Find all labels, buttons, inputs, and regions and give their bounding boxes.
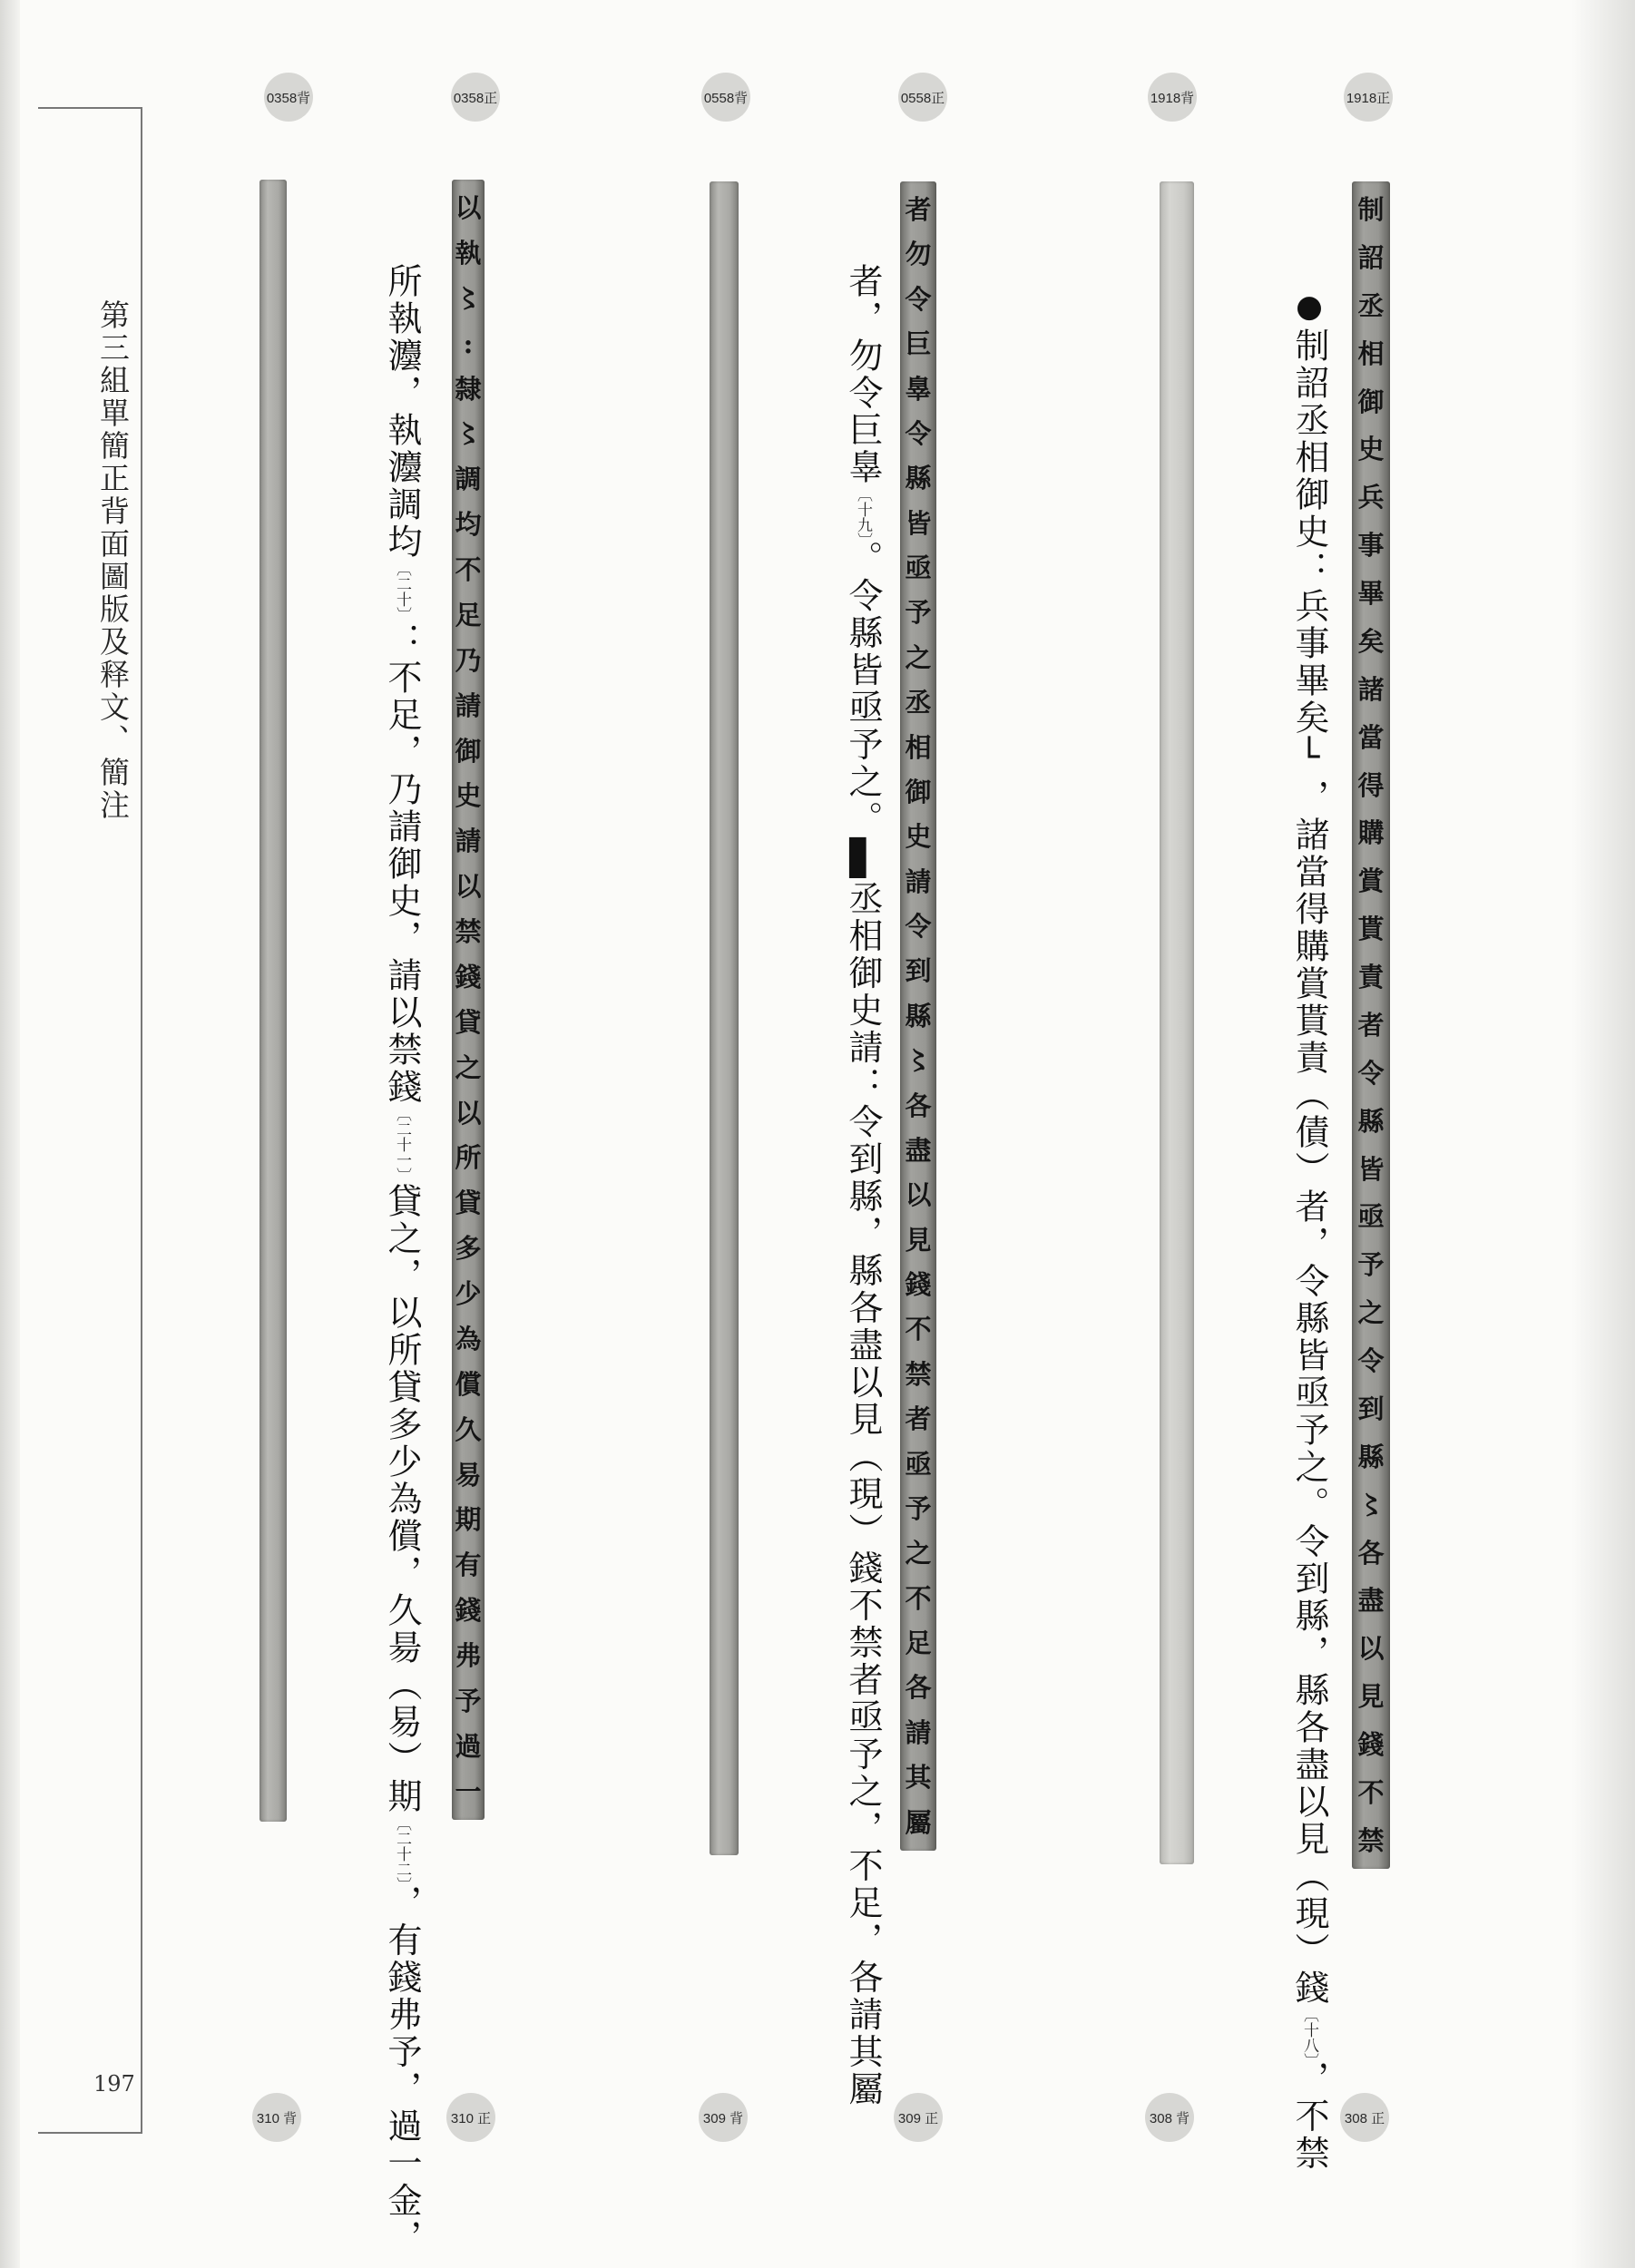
slip-glyph: 詔 (1357, 241, 1385, 273)
slip-glyph: 御 (455, 735, 482, 767)
slip-glyph: 之 (905, 1538, 932, 1569)
slip-glyph: 錢 (905, 1269, 932, 1300)
slip-glyph: 賞 (1357, 865, 1385, 897)
slip-glyph: 得 (1357, 769, 1385, 801)
slip-glyph: 縣 (905, 1000, 932, 1031)
slip-glyph: 請 (905, 1716, 932, 1748)
transcription-309-note-19: 〔十九〕 (854, 486, 872, 541)
slip-glyph: 各 (1357, 1537, 1385, 1569)
slip-glyph: 責 (1357, 962, 1385, 992)
slip-glyph: 御 (1357, 386, 1385, 417)
slip-label-308-front: 308 正 (1340, 2093, 1389, 2142)
slip-309-back-image (710, 181, 739, 1855)
slip-glyph: 者 (905, 196, 932, 225)
slip-glyph: 足 (905, 1628, 932, 1658)
section-bullet-icon: ● (1291, 288, 1327, 327)
slip-glyph: 不 (455, 554, 482, 585)
slip-310-back-image (259, 180, 287, 1822)
transcription-310-text-c: 貸之，以所貸多少為償，久昜（易）期 (382, 1183, 422, 1815)
slip-glyph: 多 (455, 1233, 482, 1265)
slip-glyph: 以 (1357, 1633, 1385, 1665)
page-number: 197 (93, 2071, 135, 2097)
slip-glyph: 縣 (905, 463, 932, 494)
slip-label-0558-back: 0558背 (701, 73, 750, 122)
slip-309-front-glyphs (900, 196, 936, 1836)
transcription-310-note-22: 〔二十二〕 (393, 1815, 411, 1885)
slip-label-309-back: 309 背 (699, 2093, 748, 2142)
slip-glyph: 請 (905, 865, 932, 897)
transcription-310-note-20: 〔二十〕 (393, 561, 411, 622)
slip-glyph: 丞 (1357, 289, 1385, 321)
slip-glyph: 貸 (455, 1006, 482, 1038)
transcription-308-text-b: ，不禁 (1289, 2060, 1329, 2173)
transcription-310-text-a: 所執灋，執灋調均 (382, 263, 422, 561)
slip-glyph: 一 (455, 1775, 482, 1805)
slip-glyph: 丞 (905, 687, 932, 719)
section-title: 第三組單簡正背面圖版及释文、簡注 (95, 299, 131, 822)
slip-glyph: 予 (905, 1492, 932, 1524)
slip-glyph: 錢 (1357, 1729, 1385, 1760)
slip-glyph: 之 (1357, 1297, 1385, 1329)
slip-glyph: 畢 (1357, 578, 1385, 609)
transcription-309 (842, 263, 884, 2108)
scan-edge-shadow (0, 0, 20, 2268)
slip-glyph: 予 (905, 597, 932, 629)
transcription-309-text-a: 者，勿令巨辠 (843, 263, 883, 486)
slip-glyph: 巨 (905, 328, 932, 360)
slip-310-front-image (452, 180, 485, 1820)
slip-label-1918-back: 1918背 (1148, 73, 1197, 122)
slip-glyph: 請 (455, 689, 482, 721)
slip-glyph: 予 (1357, 1249, 1385, 1281)
slip-glyph: 亟 (1357, 1201, 1385, 1233)
slip-glyph: 禁 (905, 1358, 932, 1390)
slip-glyph: 兵 (1357, 482, 1385, 513)
slip-glyph: 以 (905, 1179, 932, 1211)
slip-glyph: 有 (455, 1549, 482, 1581)
slip-glyph: 易 (455, 1459, 482, 1491)
slip-label-0358-back: 0358背 (264, 73, 313, 122)
slip-309-front-image (900, 181, 936, 1851)
slip-glyph: 以 (455, 871, 482, 903)
slip-glyph: 〻 (905, 1045, 932, 1077)
slip-glyph: 以 (455, 194, 482, 223)
slip-glyph: 盡 (1357, 1585, 1385, 1617)
slip-glyph: 購 (1357, 817, 1385, 849)
transcription-309-text-b: 。令縣皆亟予之。▋丞相御史請：令到縣，縣各盡以見（現）錢不禁者亟予之，不足，各請其屬 (843, 540, 883, 2108)
slip-glyph: 者 (1357, 1009, 1385, 1041)
slip-glyph: 貰 (1357, 914, 1385, 945)
scan-right-shadow (1571, 0, 1635, 2268)
slip-glyph: 史 (905, 821, 932, 853)
slip-label-1918-front: 1918正 (1344, 73, 1393, 122)
slip-glyph: 足 (455, 599, 482, 631)
slip-glyph: 到 (905, 955, 932, 987)
slip-glyph: 事 (1357, 530, 1385, 562)
slip-glyph: 史 (455, 780, 482, 812)
slip-label-310-front: 310 正 (446, 2093, 495, 2142)
slip-glyph: 屬 (905, 1806, 932, 1836)
slip-308-back-image (1160, 181, 1194, 1864)
slip-glyph: 〻 (455, 418, 482, 450)
slip-glyph: 禁 (1357, 1824, 1385, 1854)
slip-glyph: : (463, 327, 474, 359)
slip-glyph: 諸 (1357, 673, 1385, 705)
slip-glyph: 過 (455, 1730, 482, 1762)
slip-glyph: 皆 (905, 507, 932, 539)
transcription-310-note-21: 〔二十一〕 (393, 1106, 411, 1183)
slip-glyph: 制 (1357, 196, 1385, 225)
slip-glyph: 錢 (455, 1595, 482, 1627)
slip-label-0558-front: 0558正 (898, 73, 947, 122)
slip-310-front-glyphs (452, 194, 485, 1805)
slip-glyph: 不 (905, 1582, 932, 1614)
slip-glyph: 勿 (905, 239, 932, 270)
slip-glyph: 盡 (905, 1134, 932, 1166)
transcription-308-text-a: 制詔丞相御史：兵事畢矣└，諸當得購賞貰責（債）者，令縣皆亟予之。令到縣，縣各盡以見（現）錢 (1289, 327, 1329, 2007)
slip-glyph: 當 (1357, 721, 1385, 753)
slip-glyph: 〻 (1357, 1489, 1385, 1520)
slip-glyph: 調 (455, 464, 482, 495)
transcription-310-text-b: ：不足，乃請御史，請以禁錢 (382, 622, 422, 1106)
slip-label-308-back: 308 背 (1145, 2093, 1194, 2142)
slip-glyph: 各 (905, 1672, 932, 1704)
slip-glyph: 隸 (455, 373, 482, 405)
transcription-310 (381, 263, 423, 2257)
slip-glyph: 辠 (905, 373, 932, 405)
slip-glyph: 者 (905, 1403, 932, 1435)
slip-glyph: 之 (905, 641, 932, 673)
slip-308-front-image (1352, 181, 1390, 1869)
slip-glyph: 償 (455, 1368, 482, 1400)
slip-glyph: 之 (455, 1051, 482, 1083)
slip-glyph: 期 (455, 1504, 482, 1536)
slip-glyph: 請 (455, 826, 482, 857)
transcription-308-note-18: 〔十八〕 (1300, 2007, 1318, 2061)
slip-glyph: 御 (905, 776, 932, 807)
slip-glyph: 令 (905, 283, 932, 315)
slip-glyph: 令 (1357, 1057, 1385, 1089)
slip-glyph: 久 (455, 1413, 482, 1445)
slip-glyph: 禁 (455, 916, 482, 947)
slip-glyph: 令 (1357, 1345, 1385, 1376)
slip-glyph: 相 (905, 731, 932, 763)
slip-glyph: 〻 (455, 282, 482, 314)
slip-glyph: 見 (905, 1224, 932, 1256)
slip-glyph: 少 (455, 1278, 482, 1309)
slip-glyph: 皆 (1357, 1153, 1385, 1185)
slip-glyph: 均 (455, 509, 482, 541)
slip-glyph: 令 (905, 417, 932, 449)
slip-glyph: 不 (905, 1314, 932, 1345)
slip-label-309-front: 309 正 (894, 2093, 943, 2142)
slip-glyph: 貸 (455, 1188, 482, 1219)
transcription-308 (1288, 288, 1330, 2173)
slip-glyph: 弗 (455, 1640, 482, 1671)
slip-glyph: 到 (1357, 1393, 1385, 1424)
slip-glyph: 乃 (455, 644, 482, 676)
transcription-310-text-d: ，有錢弗予，過一金， (382, 1884, 422, 2257)
slip-glyph: 不 (1357, 1776, 1385, 1808)
slip-glyph: 亟 (905, 552, 932, 583)
slip-glyph: 縣 (1357, 1105, 1385, 1137)
slip-glyph: 縣 (1357, 1441, 1385, 1472)
slip-glyph: 各 (905, 1090, 932, 1121)
slip-glyph: 為 (455, 1323, 482, 1354)
slip-glyph: 亟 (905, 1448, 932, 1480)
slip-label-0358-front: 0358正 (451, 73, 500, 122)
slip-label-310-back: 310 背 (252, 2093, 301, 2142)
slip-glyph: 執 (455, 237, 482, 269)
slip-glyph: 所 (455, 1142, 482, 1174)
slip-glyph: 其 (905, 1762, 932, 1794)
slip-glyph: 予 (455, 1685, 482, 1716)
slip-glyph: 矣 (1357, 625, 1385, 657)
slip-glyph: 史 (1357, 434, 1385, 465)
slip-glyph: 以 (455, 1097, 482, 1129)
slip-glyph: 見 (1357, 1681, 1385, 1713)
slip-glyph: 令 (905, 911, 932, 942)
slip-glyph: 錢 (455, 961, 482, 992)
slip-308-front-glyphs (1352, 196, 1390, 1854)
slip-glyph: 相 (1357, 337, 1385, 369)
